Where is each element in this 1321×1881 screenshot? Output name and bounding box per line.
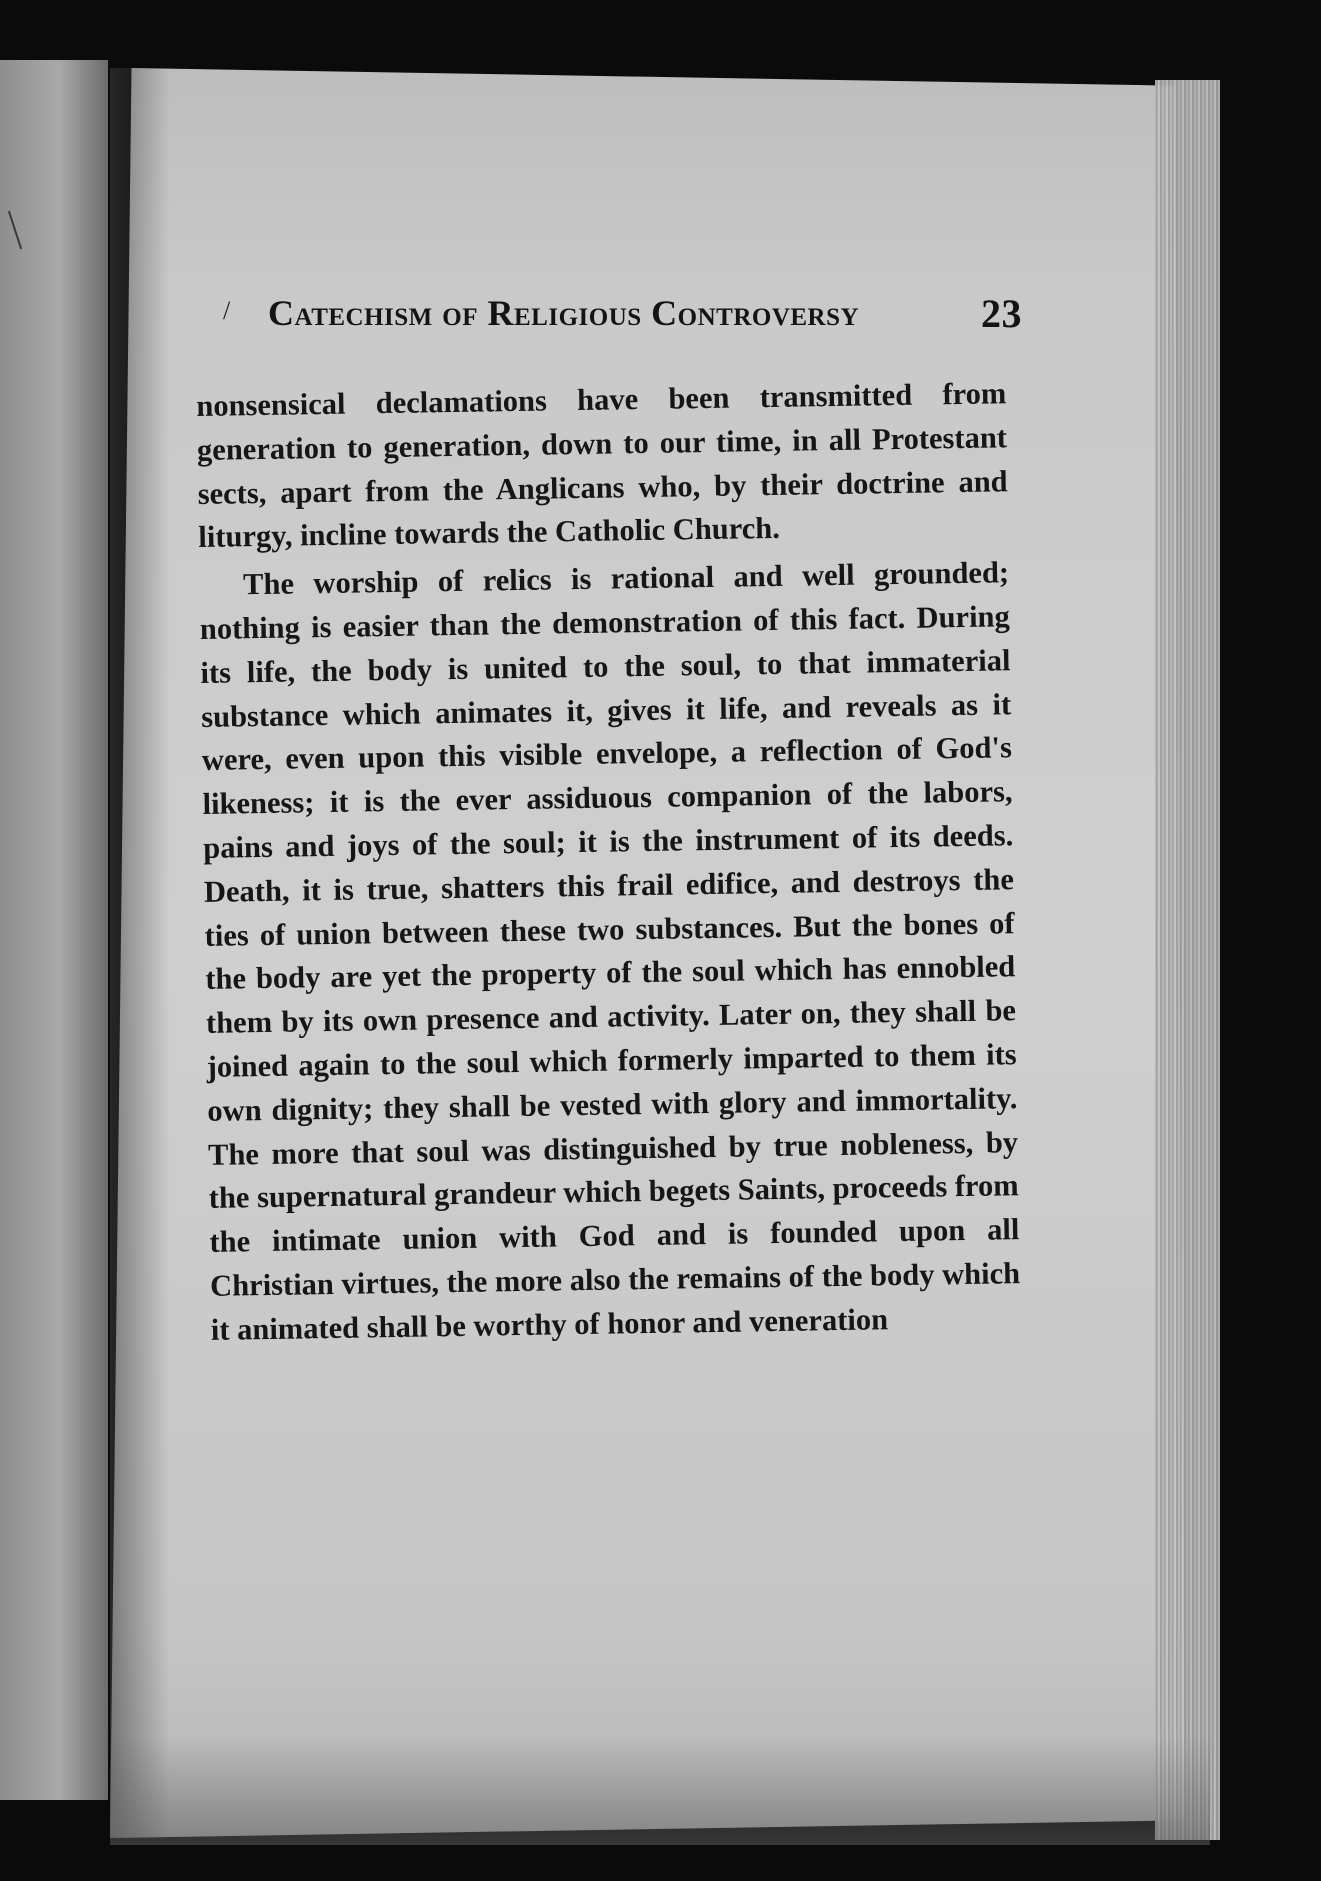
margin-mark — [8, 211, 22, 250]
page-stack-edge — [1155, 80, 1220, 1840]
tick-mark: / — [223, 296, 231, 325]
page-body — [196, 372, 1021, 1352]
paragraph-continued: nonsensical declamations have been transmitted from generation to generation, down to our time, in all Protestant sects, apart from the Anglicans who, by their doctrine and liturgy, incline towards the Catholic Church. — [196, 376, 1008, 555]
page-number: 23 — [981, 291, 1022, 336]
gutter-shadow — [110, 68, 170, 1838]
paragraph-relics: The worship of relics is rational and well grounded; nothing is easier than the demonstration of this fact. During its life, the body is united to the soul, to that immaterial substance which animates it, gives it life, and reveals as it were, even upon this visible envelope, a reflection of God's likeness; it is the ever assiduous companion of the labors, pains and joys of the soul; it is the instrument of its deeds. Death, it is true, shatters this frail edifice, and destroys the ties of union between these two substances. But the bones of the body are yet the property of the soul which has ennobled them by its own presence and activity. Later on, they shall be joined again to the soul which formerly imparted to them its own dignity; they shall be vested with glory and immortality. The more that soul was distinguished by true nobleness, by the supernatural grandeur which begets Saints, proceeds from the intimate union with God and is founded upon all Christian virtues, the more also the remains of the body which it animated shall be worthy of honor and veneration — [199, 555, 1021, 1347]
facing-page-edge — [0, 60, 108, 1800]
running-title: Catechism of Religious Controversy — [268, 293, 860, 333]
running-header — [223, 291, 1022, 348]
bottom-shadow — [110, 1735, 1210, 1845]
